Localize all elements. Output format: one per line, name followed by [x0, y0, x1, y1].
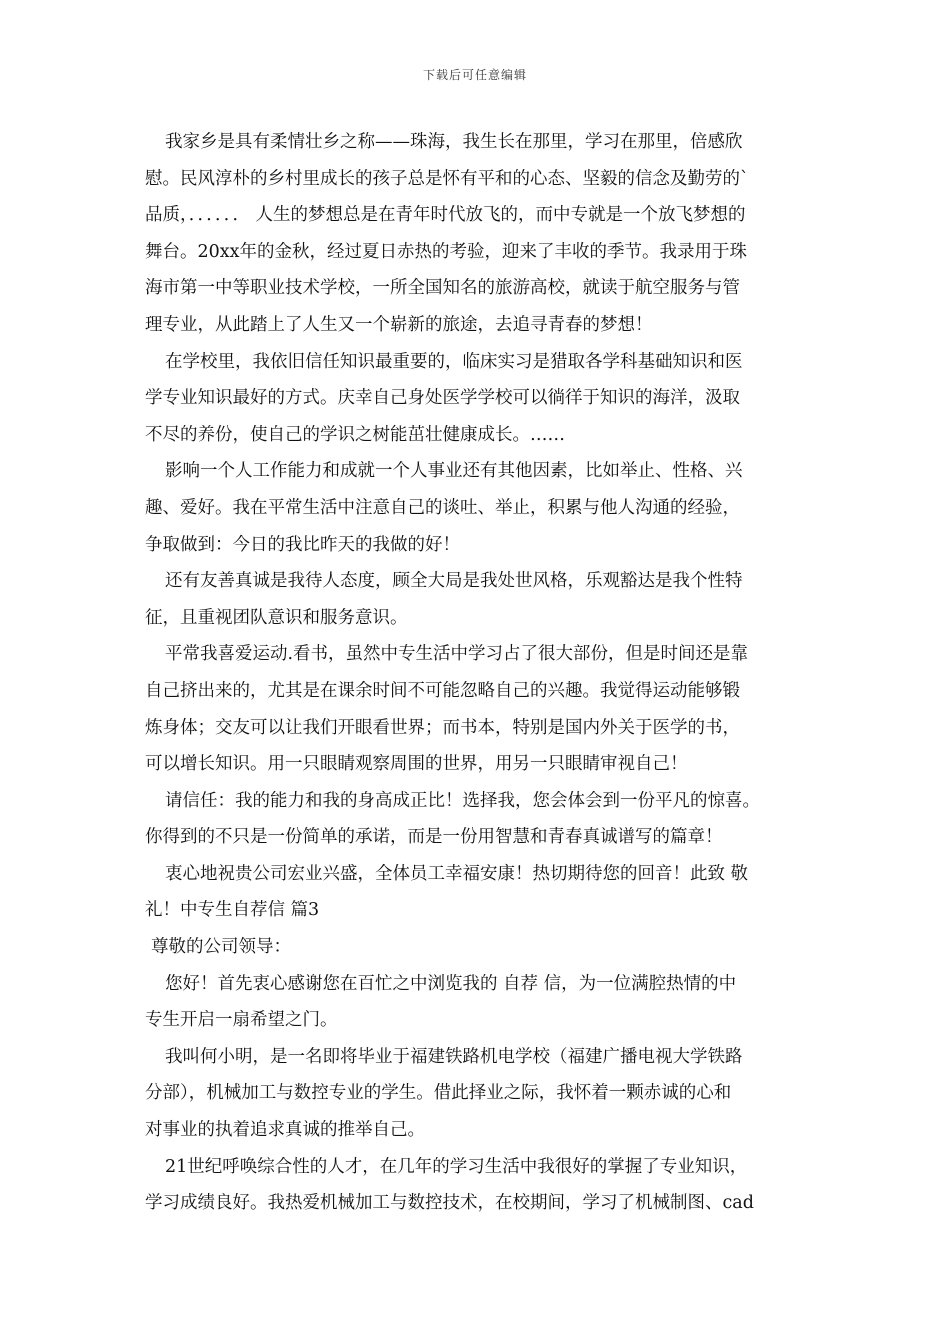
text-line: 礼！中专生自荐信 篇3: [145, 900, 320, 921]
text-line: 趣、爱好。我在平常生活中注意自己的谈吐、举止，积累与他人沟通的经验，: [145, 497, 740, 518]
text-line: 可以增长知识。用一只眼睛观察周围的世界，用另一只眼睛审视自己！: [145, 754, 688, 775]
text-line: 争取做到：今日的我比昨天的我做的好！: [145, 534, 460, 555]
text-line: 影响一个人工作能力和成就一个人事业还有其他因素，比如举止、性格、兴: [165, 461, 743, 482]
text-line: 衷心地祝贵公司宏业兴盛，全体员工幸福安康！热切期待您的回音！此致 敬: [165, 863, 749, 884]
text-line: 海市第一中等职业技术学校，一所全国知名的旅游高校，就读于航空服务与管: [145, 278, 740, 299]
text-line: 您好！首先衷心感谢您在百忙之中浏览我的 自荐 信，为一位满腔热情的中: [165, 973, 737, 994]
text-line: 还有友善真诚是我待人态度，顾全大局是我处世风格，乐观豁达是我个性特: [165, 571, 743, 592]
text-line: 学习成绩良好。我热爱机械加工与数控技术，在校期间，学习了机械制图、cad: [145, 1193, 754, 1214]
page-header: 下载后可任意编辑: [422, 68, 527, 82]
text-line: 学专业知识最好的方式。庆幸自己身处医学学校可以徜徉于知识的海洋，汲取: [145, 388, 740, 409]
text-line: 舞台。20xx年的金秋，经过夏日赤热的考验，迎来了丰收的季节。我录用于珠: [145, 241, 748, 262]
text-line: 分部），机械加工与数控专业的学生。借此择业之际，我怀着一颗赤诚的心和: [145, 1083, 732, 1104]
text-line: 21世纪呼唤综合性的人才，在几年的学习生活中我很好的掌握了专业知识，: [165, 1156, 748, 1177]
text-line: 自己挤出来的，尤其是在课余时间不可能忽略自己的兴趣。我觉得运动能够锻: [145, 680, 740, 701]
text-line: 理专业，从此踏上了人生又一个崭新的旅途，去追寻青春的梦想！: [145, 314, 653, 335]
text-line: 你得到的不只是一份简单的承诺，而是一份用智慧和青春真诚谱写的篇章！: [145, 827, 723, 848]
text-line: 不尽的养份，使自己的学识之树能茁壮健康成长。……: [145, 424, 565, 445]
text-line: 请信任：我的能力和我的身高成正比！选择我，您会体会到一份平凡的惊喜。: [165, 790, 760, 811]
text-line: 平常我喜爱运动.看书，虽然中专生活中学习占了很大部份，但是时间还是靠: [165, 644, 749, 665]
text-line: 征，且重视团队意识和服务意识。: [145, 607, 408, 628]
text-line: 我家乡是具有柔情壮乡之称——珠海，我生长在那里，学习在那里，倍感欣: [165, 132, 743, 152]
text-line: 对事业的执着追求真诚的推举自己。: [145, 1120, 425, 1141]
text-line: 在学校里，我依旧信任知识最重要的，临床实习是猎取各学科基础知识和医: [165, 351, 743, 372]
text-line: 慰。民风淳朴的乡村里成长的孩子总是怀有平和的心态、坚毅的信念及勤劳的`: [145, 168, 749, 189]
text-line: 专生开启一扇希望之门。: [145, 1010, 338, 1031]
text-line: 尊敬的公司领导：: [151, 937, 291, 958]
document-body: [145, 124, 813, 1222]
text-line: 品质，．．．．．． 人生的梦想总是在青年时代放飞的，而中专就是一个放飞梦想的: [145, 205, 746, 226]
text-line: 炼身体；交友可以让我们开眼看世界；而书本，特别是国内外关于医学的书，: [145, 717, 740, 738]
text-line: 我叫何小明，是一名即将毕业于福建铁路机电学校（福建广播电视大学铁路: [165, 1046, 743, 1067]
